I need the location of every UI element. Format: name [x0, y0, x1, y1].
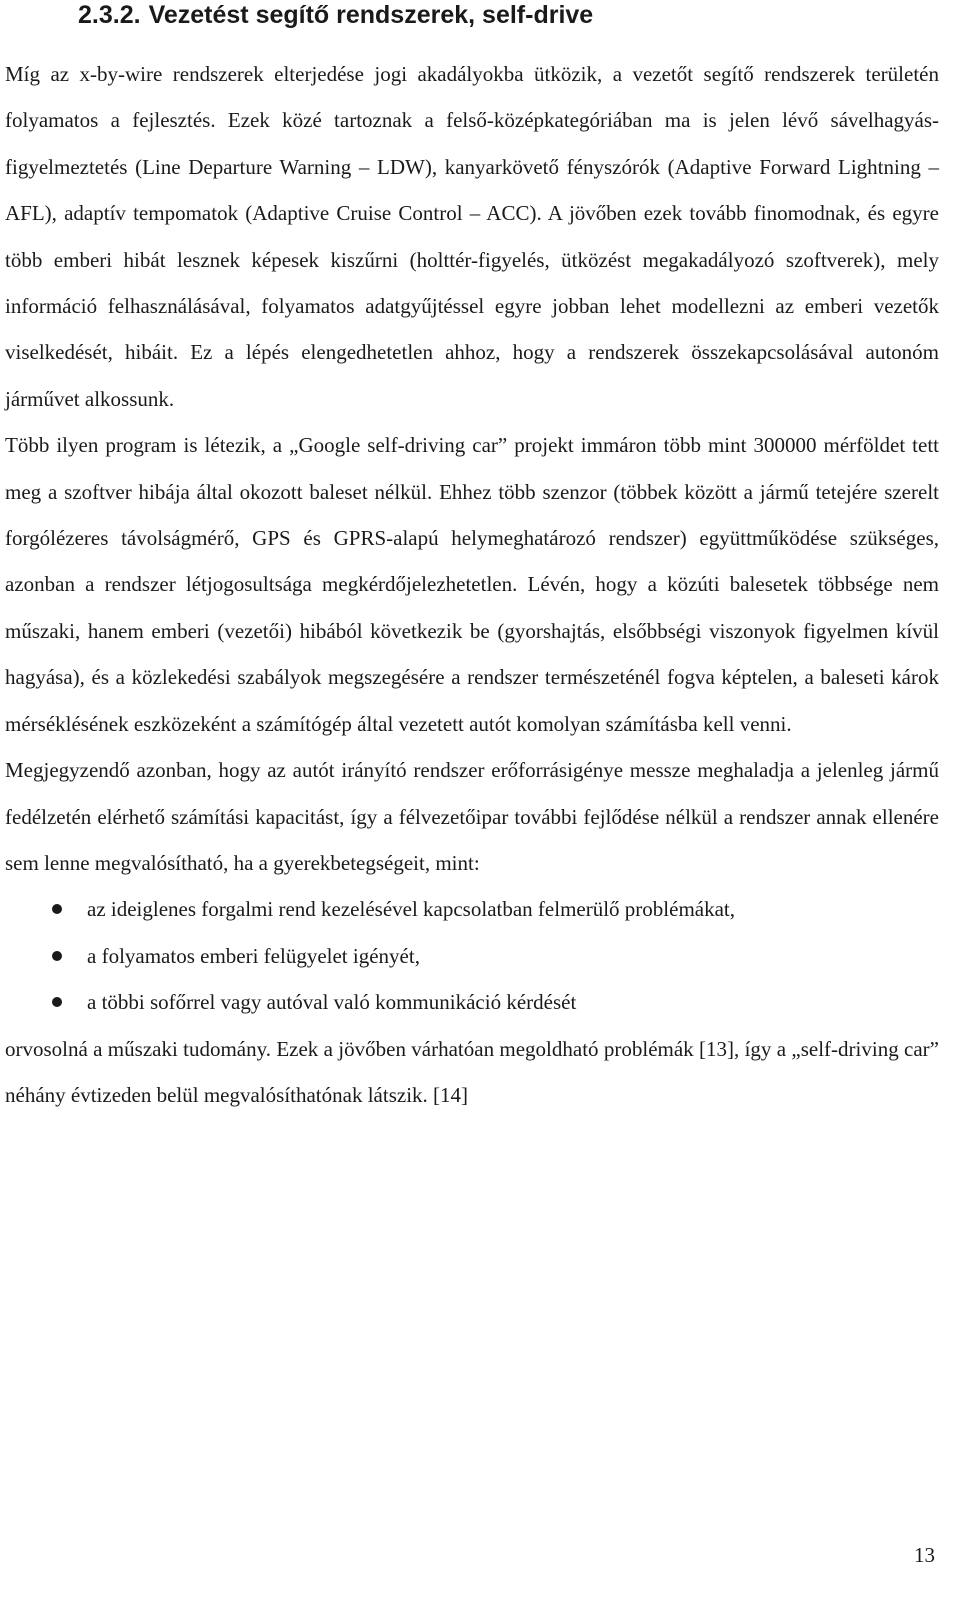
bullet-dot-icon [52, 904, 62, 914]
bullet-dot-icon [52, 951, 62, 961]
paragraph-closing: orvosolná a műszaki tudomány. Ezek a jövőben várhatóan megoldható problémák [13], így a „self-driving car” néhány évtizeden belül megvalósíthatónak látszik. [14] [5, 1036, 939, 1107]
paragraph-google-car: Több ilyen program is létezik, a „Google self-driving car” projekt immáron több mint 300000 mérföldet tett meg a szoftver hibája által okozott baleset nélkül. Ehhez több szenzor (többek között a jármű tetejére szerelt forgólézeres távolságmérő, GPS és GPRS-alapú helymeghatározó rendszer) együttműködése szükséges, azonban a rendszer létjogosultsága megkérdőjelezhetetlen. Lévén, hogy a közúti balesetek többsége nem műszaki, hanem emberi (vezetői) hibából következik be (gyorshajtás, elsőbbségi viszonyok figyelmen kívül hagyása), és a közlekedési szabályok megszegésére a rendszer természeténél fogva képtelen, a baleseti károk mérséklésének eszközeként a számítógép által vezetett autót komolyan számításba kell venni. [5, 433, 939, 736]
section-heading [78, 0, 593, 30]
section-title: Vezetést segítő rendszerek, self-drive [148, 1, 594, 29]
list-item: a többi sofőrrel vagy autóval való kommunikáció kérdését [5, 979, 939, 1025]
body-text [5, 51, 939, 1118]
list-item: az ideiglenes forgalmi rend kezelésével kapcsolatban felmerülő problémákat, [5, 886, 939, 932]
section-number: 2.3.2. [78, 1, 141, 29]
paragraph-resources: Megjegyzendő azonban, hogy az autót irányító rendszer erőforrásigénye messze meghaladja a jelenleg jármű fedélzetén elérhető számítási kapacitást, így a félvezetőipar további fejlődése nélkül a rendszer annak ellenére sem lenne megvalósítható, ha a gyerekbetegségeit, mint: [5, 758, 939, 875]
page-number: 13 [914, 1543, 935, 1567]
bullet-list [5, 886, 939, 1025]
list-item: a folyamatos emberi felügyelet igényét, [5, 933, 939, 979]
bullet-dot-icon [52, 997, 62, 1007]
paragraph-adas: Míg az x-by-wire rendszerek elterjedése jogi akadályokba ütközik, a vezetőt segítő rendszerek területén folyamatos a fejlesztés. Ezek közé tartoznak a felső-középkategóriában ma is jelen lévő sávelhagyás-figyelmeztetés (Line Departure Warning – LDW), kanyarkövető fényszórók (Adaptive Forward Lightning – AFL), adaptív tempomatok (Adaptive Cruise Control – ACC). A jövőben ezek tovább finomodnak, és egyre több emberi hibát lesznek képesek kiszűrni (holttér-figyelés, ütközést megakadályozó szoftverek), mely információ felhasználásával, folyamatos adatgyűjtéssel egyre jobban lehet modellezni az emberi vezetők viselkedését, hibáit. Ez a lépés elengedhetetlen ahhoz, hogy a rendszerek összekapcsolásával autonóm járművet alkossunk. [5, 62, 939, 411]
